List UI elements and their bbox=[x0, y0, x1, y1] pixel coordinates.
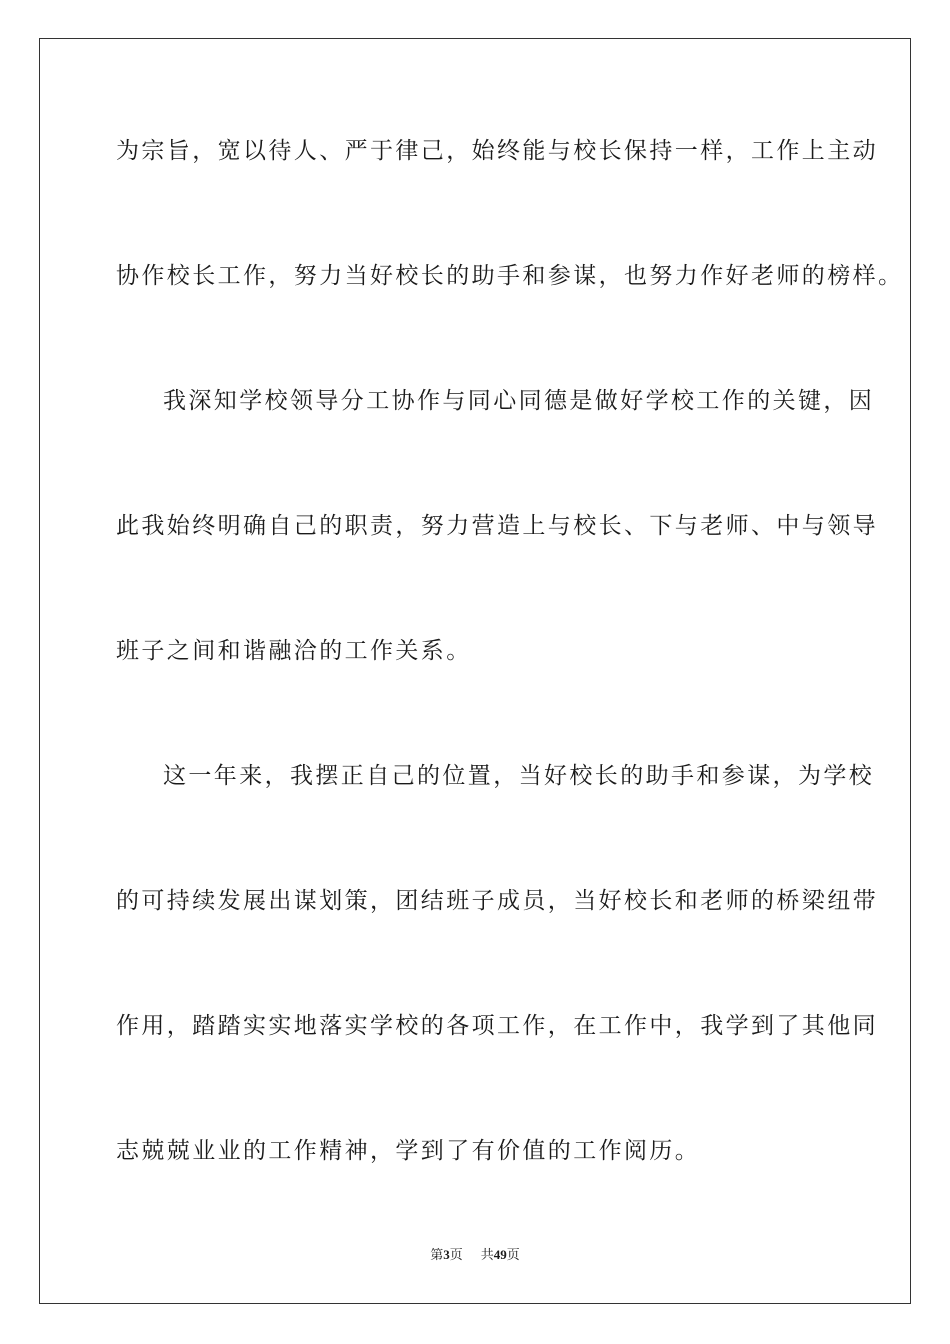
total-suffix: 页 bbox=[506, 1247, 520, 1262]
text-line: 我深知学校领导分工协作与同心同德是做好学校工作的关键，因 bbox=[163, 388, 875, 414]
page-prefix: 第 bbox=[430, 1247, 444, 1262]
page-suffix: 页 bbox=[449, 1247, 463, 1262]
page-border bbox=[39, 38, 911, 1304]
text-line: 协作校长工作，努力当好校长的助手和参谋，也努力作好老师的榜样。 bbox=[116, 263, 904, 289]
current-page-number: 3 bbox=[443, 1247, 450, 1262]
text-line: 为宗旨，宽以待人、严于律己，始终能与校长保持一样，工作上主动 bbox=[116, 138, 878, 164]
text-line: 这一年来，我摆正自己的位置，当好校长的助手和参谋，为学校 bbox=[163, 763, 875, 789]
text-line: 班子之间和谐融洽的工作关系。 bbox=[116, 638, 472, 664]
text-line: 此我始终明确自己的职责，努力营造上与校长、下与老师、中与领导 bbox=[116, 513, 878, 539]
text-line: 的可持续发展出谋划策，团结班子成员，当好校长和老师的桥梁纽带 bbox=[116, 888, 878, 914]
total-pages-number: 49 bbox=[493, 1247, 507, 1262]
total-prefix: 共 bbox=[480, 1247, 494, 1262]
text-line: 志兢兢业业的工作精神，学到了有价值的工作阅历。 bbox=[116, 1138, 701, 1164]
text-line: 作用，踏踏实实地落实学校的各项工作，在工作中，我学到了其他同 bbox=[116, 1013, 878, 1039]
page-footer bbox=[0, 1246, 950, 1264]
